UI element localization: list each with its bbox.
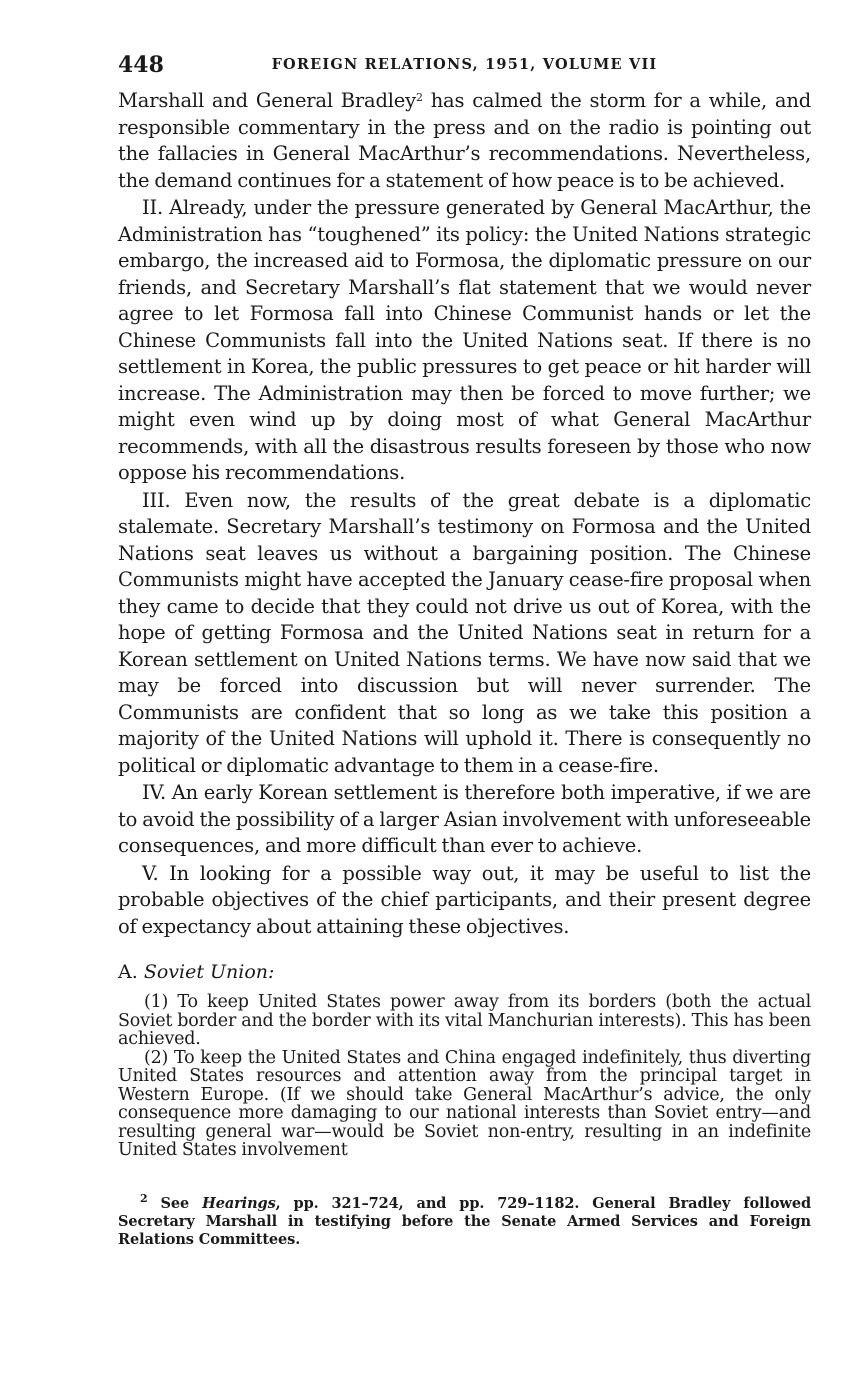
footnote xyxy=(118,1191,811,1249)
section-title: Soviet Union: xyxy=(143,961,275,983)
section-a-text xyxy=(118,993,811,1160)
section-label: A. xyxy=(118,961,144,983)
paragraph-continuation xyxy=(118,88,811,194)
page-number: 448 xyxy=(118,52,164,78)
running-head: FOREIGN RELATIONS, 1951, VOLUME VII xyxy=(271,56,658,73)
main-text xyxy=(118,88,811,940)
footnote-reference: 2 xyxy=(415,91,423,104)
list-item: (2) To keep the United States and China engaged indefinitely, thus diverting United States resources and attention away from the principal target in Western Europe. (If we should take General MacArthur’s advice, the only consequence more damaging to our national interests than Soviet entry—and resulting general war—would be Soviet non-entry, resulting in an indefinite United States involvement xyxy=(118,1047,811,1160)
page-header xyxy=(118,50,811,88)
section-heading xyxy=(118,959,811,985)
paragraph-text: has calmed the storm for a while, and responsible commentary in the press and on the radio is pointing out the fallacies in General MacArthur’s recommendations. Nevertheless, the demand continues for a statement of how peace is to be achieved. xyxy=(118,89,811,192)
paragraph-text: Marshall and General Bradley xyxy=(118,89,416,112)
paragraph-ii: II. Already, under the pressure generated by General MacArthur, the Administration has “toughened” its policy: the United Nations strategic embargo, the increased aid to Formosa, the diplomatic pressure on our friends, and Secretary Marshall’s flat statement that we would never agree to let Formosa fall into Chinese Communist hands or let the Chinese Communists fall into the United Nations seat. If there is no settlement in Korea, the public pressures to get peace or hit harder will increase. The Administration may then be forced to move further; we might even wind up by doing most of what General MacArthur recommends, with all the disastrous results foreseen by those who now oppose his recommendations. xyxy=(118,196,811,484)
paragraph-iii: III. Even now, the results of the great debate is a diplomatic stalemate. Secretary Marshall’s testimony on Formosa and the United Nations seat leaves us without a bargaining position. The Chinese Communists might have accepted the January cease-fire proposal when they came to decide that they could not drive us out of Korea, with the hope of getting Formosa and the United Nations seat in return for a Korean settlement on United Nations terms. We have now said that we may be forced into discussion but will never surrender. The Communists are confident that so long as we take this position a majority of the United Nations will uphold it. There is consequently no political or diplomatic advantage to them in a cease-fire. xyxy=(118,488,811,777)
paragraph-iv: IV. An early Korean settlement is therefore both imperative, if we are to avoid the possibility of a larger Asian involvement with unforeseeable consequences, and more difficult than ever to achieve. xyxy=(118,781,811,857)
paragraph-v: V. In looking for a possible way out, it may be useful to list the probable objectives of the chief participants, and their present degree of expectancy about attaining these objectives. xyxy=(118,861,811,938)
footnote-text: See xyxy=(147,1194,203,1212)
footnote-text: , pp. 321–724, and pp. 729–1182. General Bradley followed Secretary Marshall in testifying before the Senate Armed Services and Foreign Relations Committees. xyxy=(118,1194,811,1248)
list-item: (1) To keep United States power away from its borders (both the actual Soviet border and the border with its vital Manchurian interests). This has been achieved. xyxy=(118,992,811,1049)
footnote-marker: 2 xyxy=(140,1191,148,1205)
document-page xyxy=(118,50,811,1249)
footnote-title: Hearings xyxy=(202,1194,276,1212)
